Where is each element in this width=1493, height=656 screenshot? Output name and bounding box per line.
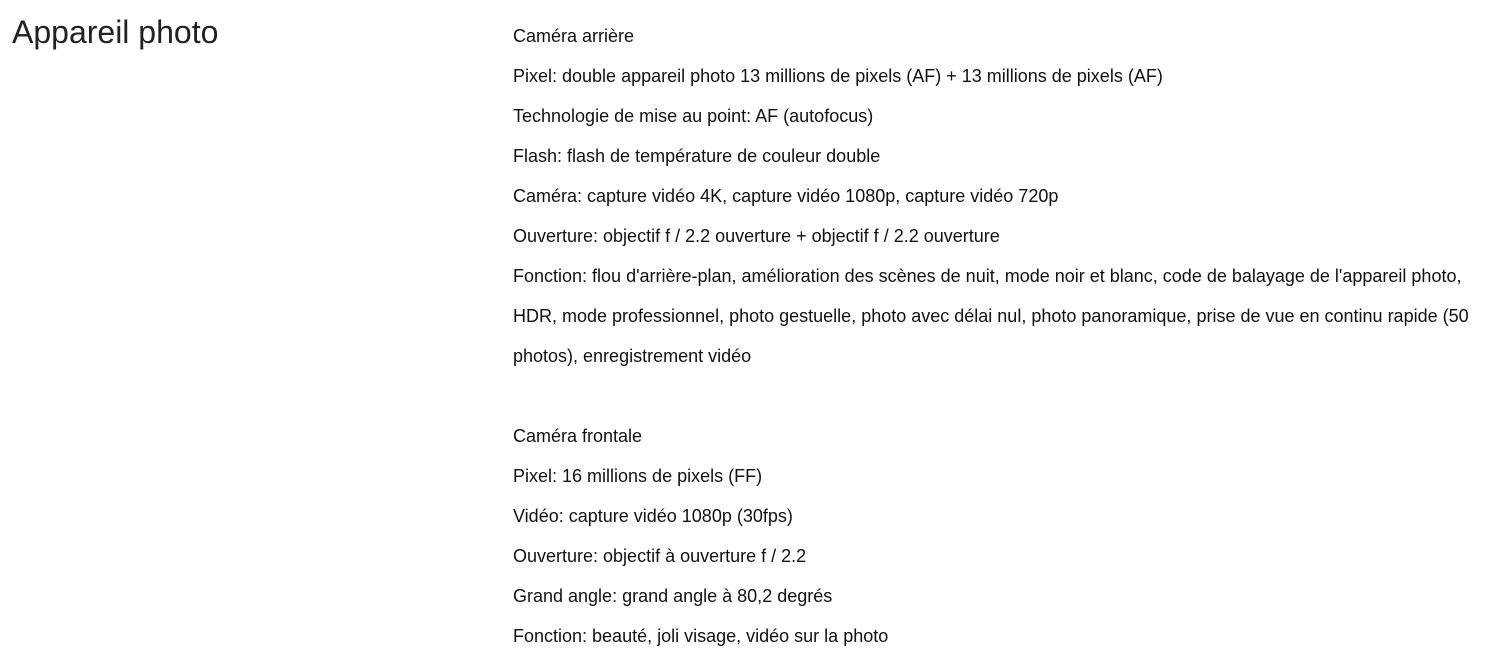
spec-list xyxy=(513,16,1478,656)
rear-camera-pixel: Pixel: double appareil photo 13 millions de pixels (AF) + 13 millions de pixels (AF) xyxy=(513,66,1163,86)
rear-camera-functions: Fonction: flou d'arrière-plan, amélioration des scènes de nuit, mode noir et blanc, code de balayage de l'appareil photo, HDR, mode professionnel, photo gestuelle, photo avec délai nul, photo panoramique, prise de vue en continu rapide (50 photos), enregistrement vidéo xyxy=(513,266,1469,366)
rear-camera-group xyxy=(513,16,1478,376)
front-camera-wide-angle: Grand angle: grand angle à 80,2 degrés xyxy=(513,586,833,606)
front-camera-video: Vidéo: capture vidéo 1080p (30fps) xyxy=(513,506,793,526)
rear-camera-focus: Technologie de mise au point: AF (autofocus) xyxy=(513,106,874,126)
front-camera-pixel: Pixel: 16 millions de pixels (FF) xyxy=(513,466,763,486)
front-camera-aperture: Ouverture: objectif à ouverture f / 2.2 xyxy=(513,546,807,566)
front-camera-heading: Caméra frontale xyxy=(513,426,643,446)
front-camera-group xyxy=(513,416,1478,656)
rear-camera-heading: Caméra arrière xyxy=(513,26,635,46)
rear-camera-video: Caméra: capture vidéo 4K, capture vidéo 1080p, capture vidéo 720p xyxy=(513,186,1059,206)
front-camera-functions: Fonction: beauté, joli visage, vidéo sur la photo xyxy=(513,626,889,646)
section-title: Appareil photo xyxy=(12,14,219,50)
rear-camera-aperture: Ouverture: objectif f / 2.2 ouverture + objectif f / 2.2 ouverture xyxy=(513,226,1000,246)
rear-camera-flash: Flash: flash de température de couleur double xyxy=(513,146,881,166)
